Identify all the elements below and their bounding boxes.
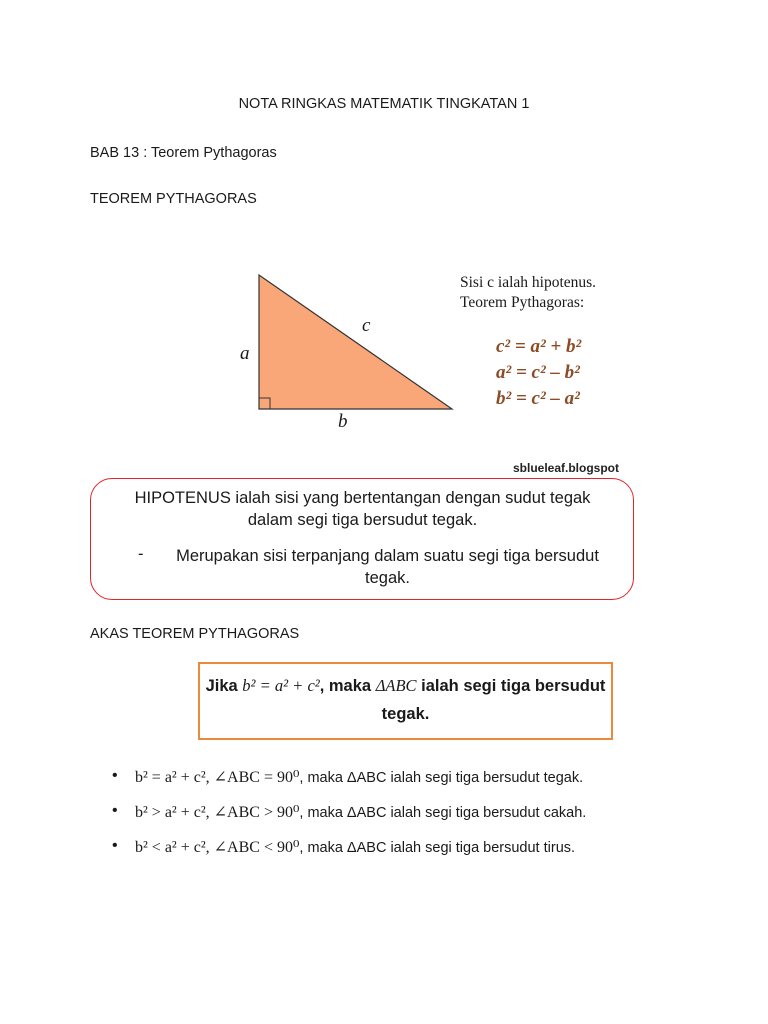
bullet-math: b² > a² + c², ∠ABC > 90⁰ bbox=[135, 804, 300, 821]
converse-suffix: ialah segi tiga bersudut tegak. bbox=[381, 677, 606, 723]
section-heading-akas: AKAS TEOREM PYTHAGORAS bbox=[90, 626, 300, 642]
right-triangle bbox=[259, 275, 452, 409]
source-credit: sblueleaf.blogspot bbox=[513, 461, 620, 475]
formula-c: c² = a² + b² bbox=[496, 336, 582, 357]
bullet-text: , maka ΔABC ialah segi tiga bersudut cakah. bbox=[299, 805, 587, 821]
side-label-c: c bbox=[362, 315, 371, 336]
page-title: NOTA RINGKAS MATEMATIK TINGKATAN 1 bbox=[238, 96, 530, 112]
side-label-a: a bbox=[240, 343, 250, 364]
bullet-math: b² = a² + c², ∠ABC = 90⁰ bbox=[135, 769, 300, 786]
bullet-item-right-angle bbox=[135, 767, 583, 787]
bullet-item-obtuse bbox=[135, 802, 586, 822]
hypotenuse-note: Sisi c ialah hipotenus. bbox=[460, 274, 597, 291]
bullet-dot-2: • bbox=[112, 802, 118, 819]
formula-b: b² = c² – a² bbox=[496, 388, 580, 409]
chapter-heading: BAB 13 : Teorem Pythagoras bbox=[90, 145, 277, 161]
converse-mid: , maka bbox=[319, 677, 376, 695]
bullet-item-acute bbox=[135, 837, 575, 857]
dash-bullet: - bbox=[138, 545, 144, 563]
converse-math-triangle: ΔABC bbox=[375, 676, 417, 695]
converse-math-equation: b² = a² + c² bbox=[242, 676, 320, 695]
bullet-dot-3: • bbox=[112, 837, 118, 854]
bullet-dot-1: • bbox=[112, 767, 118, 784]
converse-theorem-statement bbox=[200, 672, 611, 728]
formula-a: a² = c² – b² bbox=[496, 362, 580, 383]
bullet-math: b² < a² + c², ∠ABC < 90⁰ bbox=[135, 839, 300, 856]
hipotenus-definition: HIPOTENUS ialah sisi yang bertentangan dengan sudut tegak dalam segi tiga bersudut tegak. bbox=[134, 489, 591, 529]
bullet-text: , maka ΔABC ialah segi tiga bersudut tirus. bbox=[299, 840, 576, 856]
section-heading-teorem: TEOREM PYTHAGORAS bbox=[90, 191, 257, 207]
hipotenus-property: Merupakan sisi terpanjang dalam suatu segi tiga bersudut tegak. bbox=[176, 547, 599, 587]
converse-prefix: Jika bbox=[205, 677, 243, 695]
bullet-text: , maka ΔABC ialah segi tiga bersudut tegak. bbox=[299, 770, 584, 786]
side-label-b: b bbox=[338, 411, 348, 432]
pythagoras-note: Teorem Pythagoras: bbox=[460, 294, 585, 311]
